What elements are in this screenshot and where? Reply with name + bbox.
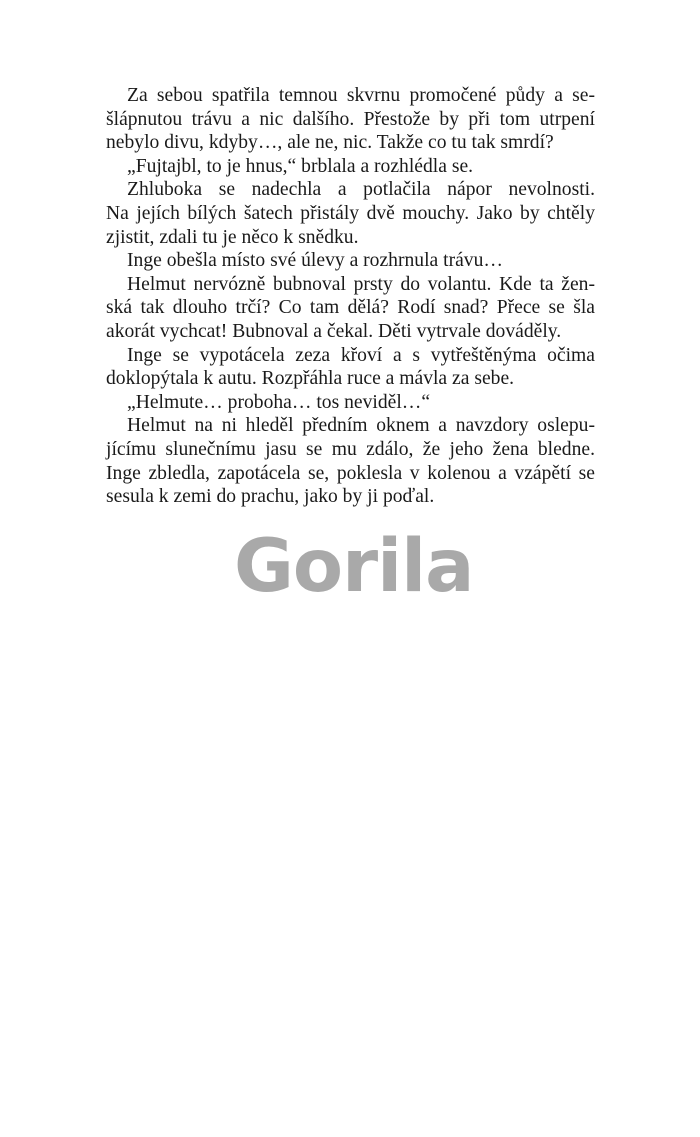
text-line: Helmut nervózně bubnoval prsty do volantu. Kde ta žen- — [127, 273, 595, 295]
text-line: Za sebou spatřila temnou skvrnu promočené půdy a se- — [127, 85, 595, 106]
publisher-logo: Gorila — [234, 524, 474, 609]
text-line: Inge obešla místo své úlevy a rozhrnula trávu… — [127, 250, 503, 272]
text-line: akorát vychcat! Bubnoval a čekal. Děti vytrvale dováděly. — [106, 320, 562, 342]
text-line: ská tak dlouho trčí? Co tam dělá? Rodí snad? Přece se šla — [106, 297, 595, 319]
text-line: jícímu slunečnímu jasu se mu zdálo, že jeho žena bledne. — [106, 438, 595, 460]
text-line: Inge zbledla, zapotácela se, poklesla v kolenou a vzápětí se — [106, 462, 595, 484]
text-line: „Helmute… proboha… tos neviděl…“ — [127, 391, 431, 413]
text-line: zjistit, zdali tu je něco k snědku. — [106, 226, 359, 248]
text-line: nebylo divu, kdyby…, ale ne, nic. Takže co tu tak smrdí? — [106, 132, 554, 154]
text-line: Na jejích bílých šatech přistály dvě mouchy. Jako by chtěly — [106, 202, 595, 224]
text-line: šlápnutou trávu a nic dalšího. Přestože by při tom utrpení — [106, 108, 595, 130]
text-line: doklopýtala k autu. Rozpřáhla ruce a mávla za sebe. — [106, 368, 515, 390]
text-line: Helmut na ni hleděl předním oknem a navzdory oslepu- — [127, 415, 595, 437]
body-text — [106, 84, 595, 509]
text-line: Inge se vypotácela zeza křoví a s vytřeštěnýma očima — [127, 344, 595, 366]
text-line: sesula k zemi do prachu, jako by ji poďal. — [106, 486, 435, 508]
text-line: „Fujtajbl, to je hnus,“ brblala a rozhlédla se. — [127, 155, 474, 177]
text-line: Zhluboka se nadechla a potlačila nápor nevolnosti. — [127, 179, 595, 201]
